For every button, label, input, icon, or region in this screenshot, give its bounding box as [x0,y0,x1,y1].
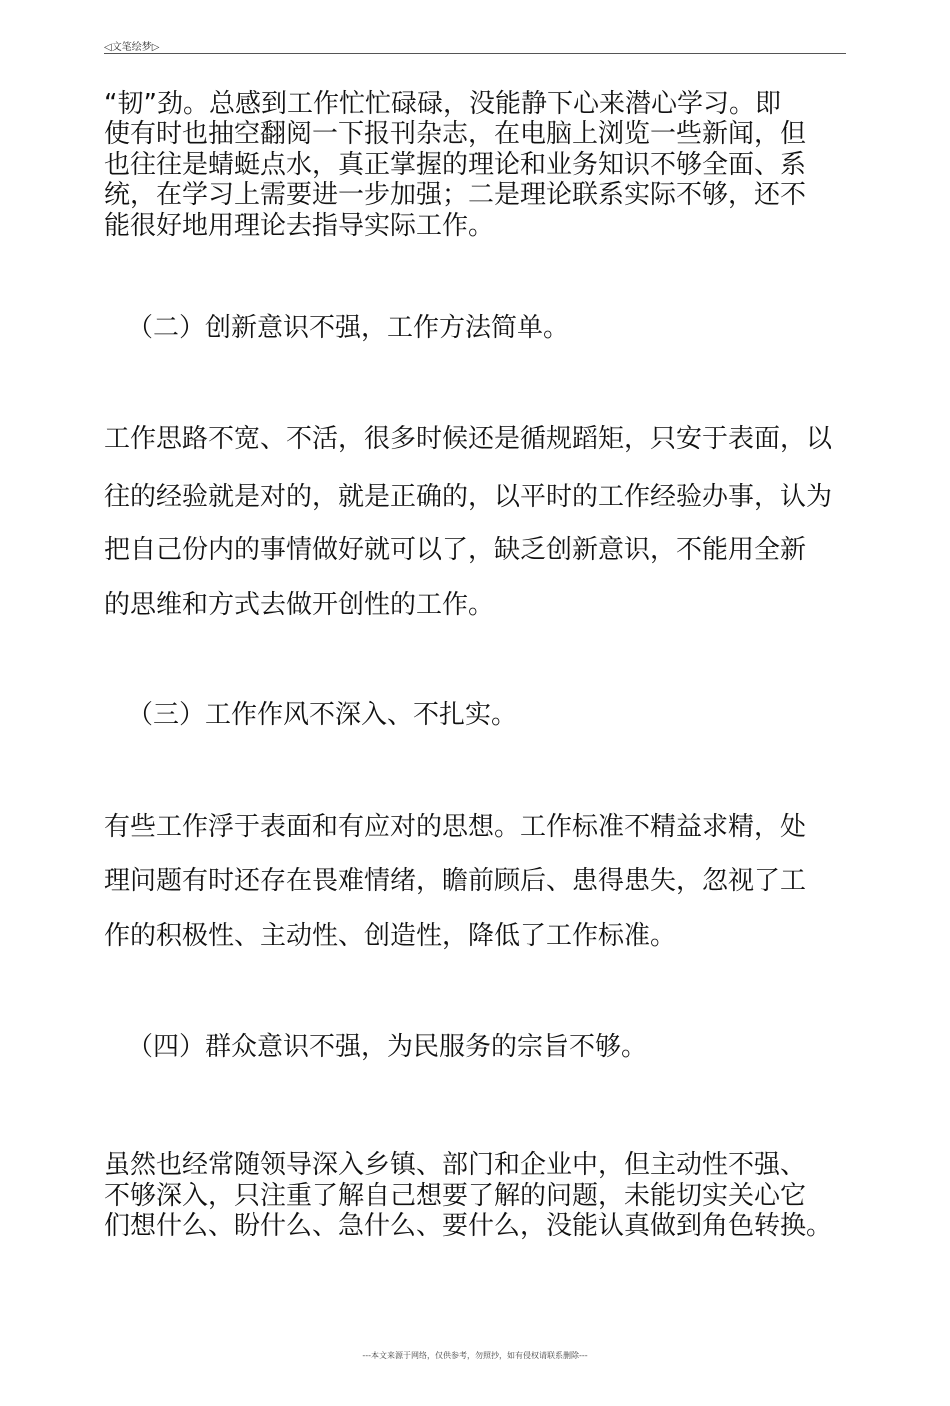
paragraph-1-line-5: 能很好地用理论去指导实际工作。 [104,211,495,241]
paragraph-3-line-2: 理问题有时还存在畏难情绪，瞻前顾后、患得患失，忽视了工 [104,866,807,896]
section-heading-4: （四）群众意识不强，为民服务的宗旨不够。 [127,1032,648,1062]
page-footer-disclaimer: ---本文来源于网络，仅供参考，勿照抄，如有侵权请联系删除--- [362,1351,588,1360]
section-heading-3: （三）工作作风不深入、不扎实。 [127,700,518,730]
paragraph-1-line-3: 也往往是蜻蜓点水，真正掌握的理论和业务知识不够全面、系 [104,150,807,180]
paragraph-2-line-2: 往的经验就是对的，就是正确的，以平时的工作经验办事，认为 [104,482,833,512]
paragraph-4-line-1: 虽然也经常随领导深入乡镇、部门和企业中，但主动性不强、 [104,1150,807,1180]
paragraph-2-line-3: 把自己份内的事情做好就可以了，缺乏创新意识，不能用全新 [104,535,807,565]
paragraph-4-line-2: 不够深入，只注重了解自己想要了解的问题，未能切实关心它 [104,1181,807,1211]
section-heading-2: （二）创新意识不强，工作方法简单。 [127,313,570,343]
paragraph-2-line-4: 的思维和方式去做开创性的工作。 [104,590,495,620]
paragraph-1-line-1: “韧”劲。总感到工作忙忙碌碌，没能静下心来潜心学习。即 [104,89,781,119]
paragraph-3-line-1: 有些工作浮于表面和有应对的思想。工作标准不精益求精，处 [104,812,807,842]
page-header-logo-text: ◁文笔绘梦▷ [104,42,160,53]
paragraph-4-line-3: 们想什么、盼什么、急什么、要什么，没能认真做到角色转换。 [104,1211,833,1241]
paragraph-3-line-3: 作的积极性、主动性、创造性，降低了工作标准。 [104,921,677,951]
header-divider [104,53,846,54]
paragraph-1-line-2: 使有时也抽空翻阅一下报刊杂志，在电脑上浏览一些新闻，但 [104,119,807,149]
paragraph-1-line-4: 统，在学习上需要进一步加强；二是理论联系实际不够，还不 [104,180,807,210]
paragraph-2-line-1: 工作思路不宽、不活，很多时候还是循规蹈矩，只安于表面，以 [104,424,833,454]
